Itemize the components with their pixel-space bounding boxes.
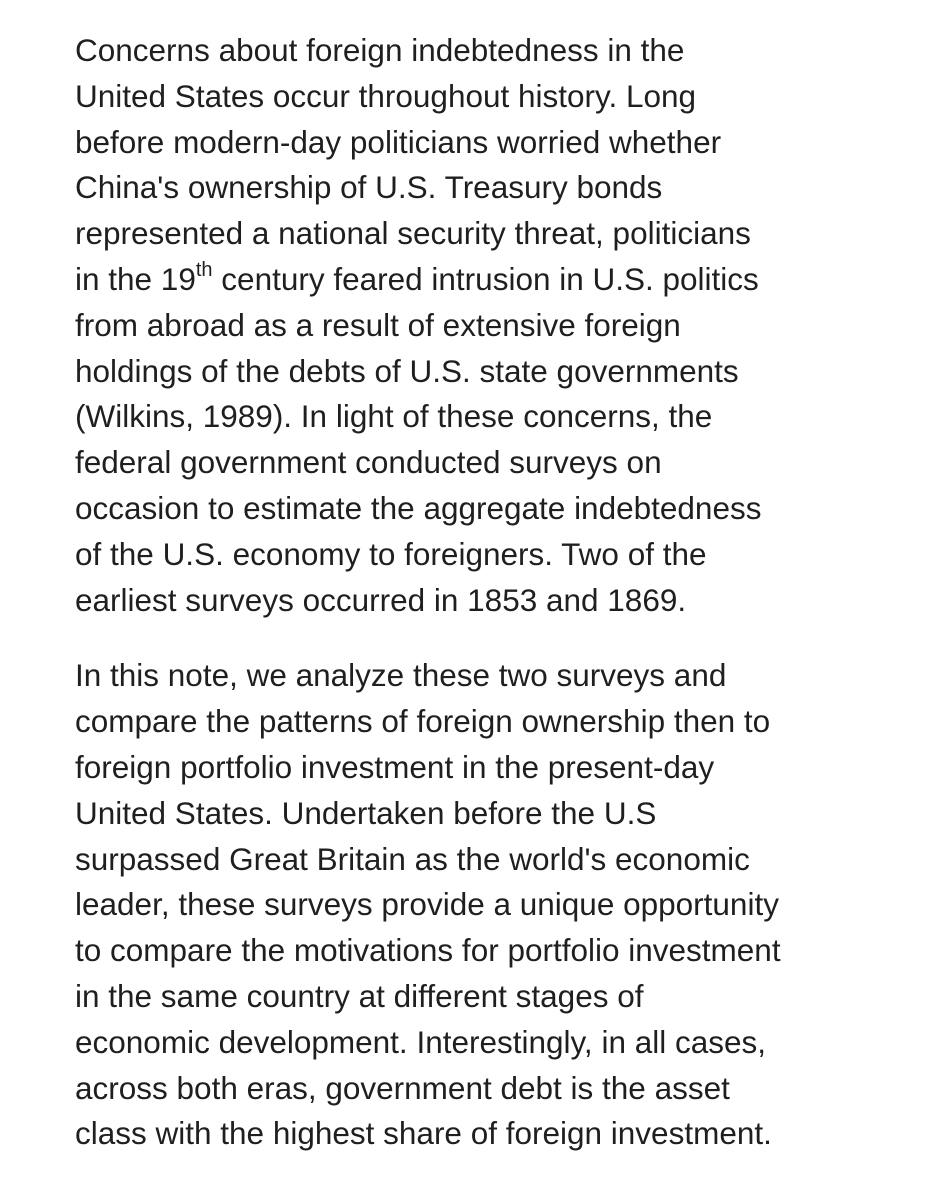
superscript: th (195, 259, 213, 282)
text-line: leader, these surveys provide a unique opportunity (75, 886, 779, 923)
text-line: class with the highest share of foreign investment. (75, 1115, 772, 1152)
text-line: United States. Undertaken before the U.S (75, 794, 657, 831)
text-line: in the same country at different stages of (75, 977, 644, 1014)
text-line: surpassed Great Britain as the world's economic (75, 840, 750, 877)
text-line: of the U.S. economy to foreigners. Two of the (75, 535, 707, 572)
paragraph-1 (75, 28, 925, 623)
text-line: foreign portfolio investment in the present-day (75, 748, 715, 785)
text-line: United States occur throughout history. Long (75, 77, 697, 114)
text-line: occasion to estimate the aggregate indebtedness (75, 489, 762, 526)
text-line-with-superscript (75, 257, 925, 303)
text-line: economic development. Interestingly, in all cases, (75, 1023, 767, 1060)
text-fragment: century feared intrusion in U.S. politics (212, 260, 759, 297)
text-line: from abroad as a result of extensive foreign (75, 306, 681, 343)
text-line: before modern-day politicians worried whether (75, 123, 722, 160)
text-line: federal government conducted surveys on (75, 444, 662, 481)
paragraph-2 (75, 653, 925, 1157)
text-line: In this note, we analyze these two surveys and (75, 657, 727, 694)
text-line: compare the patterns of foreign ownership then to (75, 703, 771, 740)
text-line: earliest surveys occurred in 1853 and 1869. (75, 581, 687, 618)
text-line: (Wilkins, 1989). In light of these concerns, the (75, 398, 713, 435)
text-line: China's ownership of U.S. Treasury bonds (75, 169, 663, 206)
text-line: represented a national security threat, politicians (75, 215, 751, 252)
text-line: to compare the motivations for portfolio investment (75, 932, 781, 969)
text-line: holdings of the debts of U.S. state governments (75, 352, 739, 389)
text-line: Concerns about foreign indebtedness in the (75, 32, 685, 68)
text-fragment: in the 19 (75, 260, 196, 297)
article-body (75, 28, 925, 1157)
text-line: across both eras, government debt is the asset (75, 1069, 730, 1106)
